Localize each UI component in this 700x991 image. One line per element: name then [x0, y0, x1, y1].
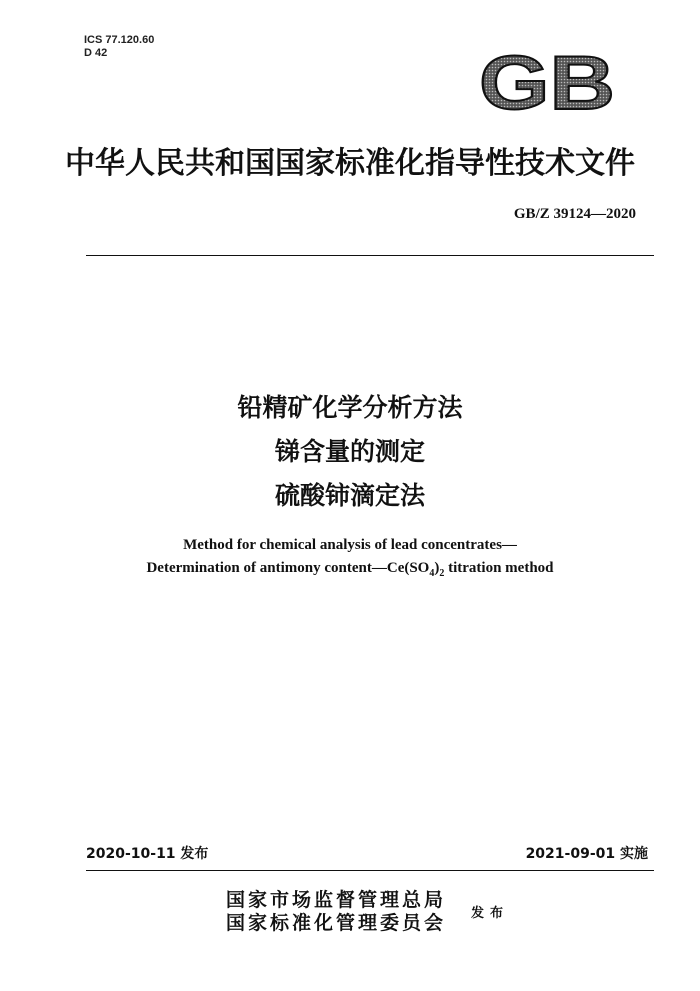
en-title-line1: Method for chemical analysis of lead concentrates— [183, 537, 517, 553]
issue-date: 2020-10-11 发布 [86, 846, 209, 862]
cn-title-line1: 铅精矿化学分析方法 [237, 393, 463, 422]
cn-title-line2: 锑含量的测定 [274, 437, 425, 466]
classification-codes [84, 34, 154, 60]
en-sub-4: 4 [429, 568, 435, 579]
footer-divider [86, 870, 654, 871]
standard-code: GB/Z 39124—2020 [513, 206, 636, 222]
gb-logo [476, 48, 618, 114]
en-title-line2 [0, 560, 700, 579]
en-sub-2: 2 [439, 568, 445, 579]
cn-title-line3: 硫酸铈滴定法 [274, 481, 425, 510]
ccs-code: D 42 [84, 47, 108, 59]
publish-label: 发布 [471, 906, 510, 921]
en-title-close-paren: ) [434, 560, 440, 576]
en-title-line2-prefix: Determination of antimony content—Ce(SO [146, 560, 430, 576]
gb-logo-text: GB [479, 48, 615, 114]
header-divider [86, 255, 654, 256]
en-title-line2-suffix: titration method [444, 560, 554, 576]
ics-code: ICS 77.120.60 [84, 34, 155, 46]
issuer-line1: 国家市场监督管理总局 [226, 889, 447, 911]
issuer-line2: 国家标准化管理委员会 [226, 912, 447, 934]
gov-title: 中华人民共和国国家标准化指导性技术文件 [65, 146, 635, 181]
implement-date: 2021-09-01 实施 [525, 846, 648, 862]
